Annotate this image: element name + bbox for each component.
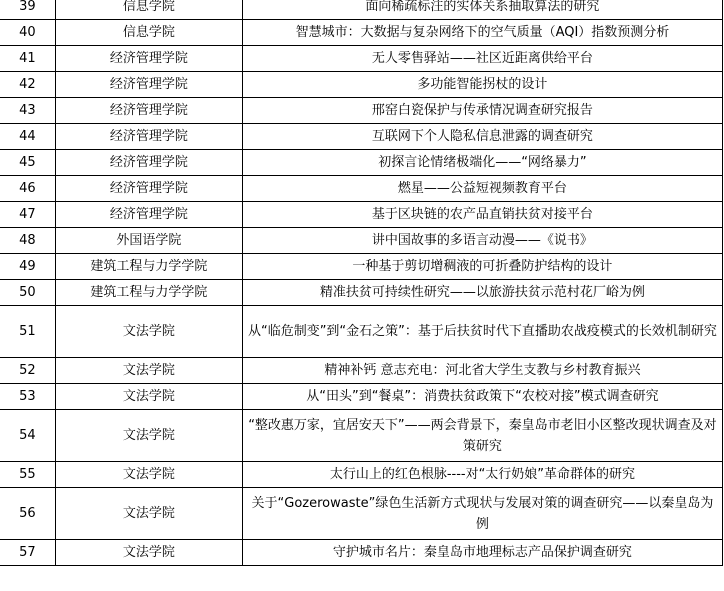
row-number-cell: 44 bbox=[0, 124, 55, 150]
row-number-cell: 56 bbox=[0, 488, 55, 540]
row-number-cell: 55 bbox=[0, 462, 55, 488]
table-row bbox=[0, 280, 723, 306]
project-title-cell: 一种基于剪切增稠液的可折叠防护结构的设计 bbox=[242, 254, 722, 280]
college-cell: 经济管理学院 bbox=[55, 150, 242, 176]
row-number-cell: 49 bbox=[0, 254, 55, 280]
project-title-cell: 面向稀疏标注的实体关系抽取算法的研究 bbox=[242, 0, 722, 20]
project-title-cell: 关于“Gozerowaste”绿色生活新方式现状与发展对策的调查研究——以秦皇岛为例 bbox=[242, 488, 722, 540]
project-title-cell: 从“临危制变”到“金石之策”：基于后扶贫时代下直播助农战疫模式的长效机制研究 bbox=[242, 306, 722, 358]
table-row bbox=[0, 0, 723, 20]
row-number-cell: 43 bbox=[0, 98, 55, 124]
row-number-cell: 50 bbox=[0, 280, 55, 306]
college-cell: 经济管理学院 bbox=[55, 46, 242, 72]
college-cell: 经济管理学院 bbox=[55, 176, 242, 202]
table-row bbox=[0, 176, 723, 202]
college-cell: 信息学院 bbox=[55, 0, 242, 20]
table-row bbox=[0, 98, 723, 124]
project-title-cell: 基于区块链的农产品直销扶贫对接平台 bbox=[242, 202, 722, 228]
row-number-cell: 40 bbox=[0, 20, 55, 46]
table-row bbox=[0, 358, 723, 384]
row-number-cell: 41 bbox=[0, 46, 55, 72]
college-cell: 文法学院 bbox=[55, 410, 242, 462]
row-number-cell: 51 bbox=[0, 306, 55, 358]
row-number-cell: 52 bbox=[0, 358, 55, 384]
project-title-cell: 互联网下个人隐私信息泄露的调查研究 bbox=[242, 124, 722, 150]
college-cell: 文法学院 bbox=[55, 462, 242, 488]
college-cell: 文法学院 bbox=[55, 488, 242, 540]
project-title-cell: 精准扶贫可持续性研究——以旅游扶贫示范村花厂峪为例 bbox=[242, 280, 722, 306]
row-number-cell: 47 bbox=[0, 202, 55, 228]
project-title-cell: 智慧城市：大数据与复杂网络下的空气质量（AQI）指数预测分析 bbox=[242, 20, 722, 46]
table-row bbox=[0, 254, 723, 280]
college-cell: 经济管理学院 bbox=[55, 98, 242, 124]
table-row bbox=[0, 20, 723, 46]
college-cell: 建筑工程与力学学院 bbox=[55, 280, 242, 306]
row-number-cell: 39 bbox=[0, 0, 55, 20]
project-title-cell: 太行山上的红色根脉----对“太行奶娘”革命群体的研究 bbox=[242, 462, 722, 488]
project-title-cell: 邢窑白瓷保护与传承情况调查研究报告 bbox=[242, 98, 722, 124]
college-cell: 文法学院 bbox=[55, 540, 242, 566]
row-number-cell: 48 bbox=[0, 228, 55, 254]
college-cell: 文法学院 bbox=[55, 306, 242, 358]
table-row bbox=[0, 150, 723, 176]
table-row bbox=[0, 228, 723, 254]
row-number-cell: 54 bbox=[0, 410, 55, 462]
row-number-cell: 53 bbox=[0, 384, 55, 410]
table-row bbox=[0, 540, 723, 566]
project-title-cell: 无人零售驿站——社区近距离供给平台 bbox=[242, 46, 722, 72]
table-row bbox=[0, 384, 723, 410]
row-number-cell: 42 bbox=[0, 72, 55, 98]
college-cell: 经济管理学院 bbox=[55, 72, 242, 98]
college-cell: 文法学院 bbox=[55, 358, 242, 384]
college-cell: 经济管理学院 bbox=[55, 202, 242, 228]
table-row bbox=[0, 462, 723, 488]
project-title-cell: 燃星——公益短视频教育平台 bbox=[242, 176, 722, 202]
table-row bbox=[0, 72, 723, 98]
project-title-cell: 守护城市名片：秦皇岛市地理标志产品保护调查研究 bbox=[242, 540, 722, 566]
table-row bbox=[0, 202, 723, 228]
table-row bbox=[0, 488, 723, 540]
project-title-cell: 初探言论情绪极端化——“网络暴力” bbox=[242, 150, 722, 176]
college-cell: 经济管理学院 bbox=[55, 124, 242, 150]
project-title-cell: 从“田头”到“餐桌”：消费扶贫政策下“农校对接”模式调查研究 bbox=[242, 384, 722, 410]
project-title-cell: “整改惠万家，宜居安天下”——两会背景下，秦皇岛市老旧小区整改现状调查及对策研究 bbox=[242, 410, 722, 462]
project-title-cell: 讲中国故事的多语言动漫——《说书》 bbox=[242, 228, 722, 254]
row-number-cell: 57 bbox=[0, 540, 55, 566]
college-cell: 建筑工程与力学学院 bbox=[55, 254, 242, 280]
college-cell: 文法学院 bbox=[55, 384, 242, 410]
table-row bbox=[0, 410, 723, 462]
project-title-cell: 多功能智能拐杖的设计 bbox=[242, 72, 722, 98]
table-row bbox=[0, 306, 723, 358]
row-number-cell: 46 bbox=[0, 176, 55, 202]
table-row bbox=[0, 46, 723, 72]
college-cell: 信息学院 bbox=[55, 20, 242, 46]
row-number-cell: 45 bbox=[0, 150, 55, 176]
table-row bbox=[0, 124, 723, 150]
college-cell: 外国语学院 bbox=[55, 228, 242, 254]
project-title-cell: 精神补钙 意志充电：河北省大学生支教与乡村教育振兴 bbox=[242, 358, 722, 384]
